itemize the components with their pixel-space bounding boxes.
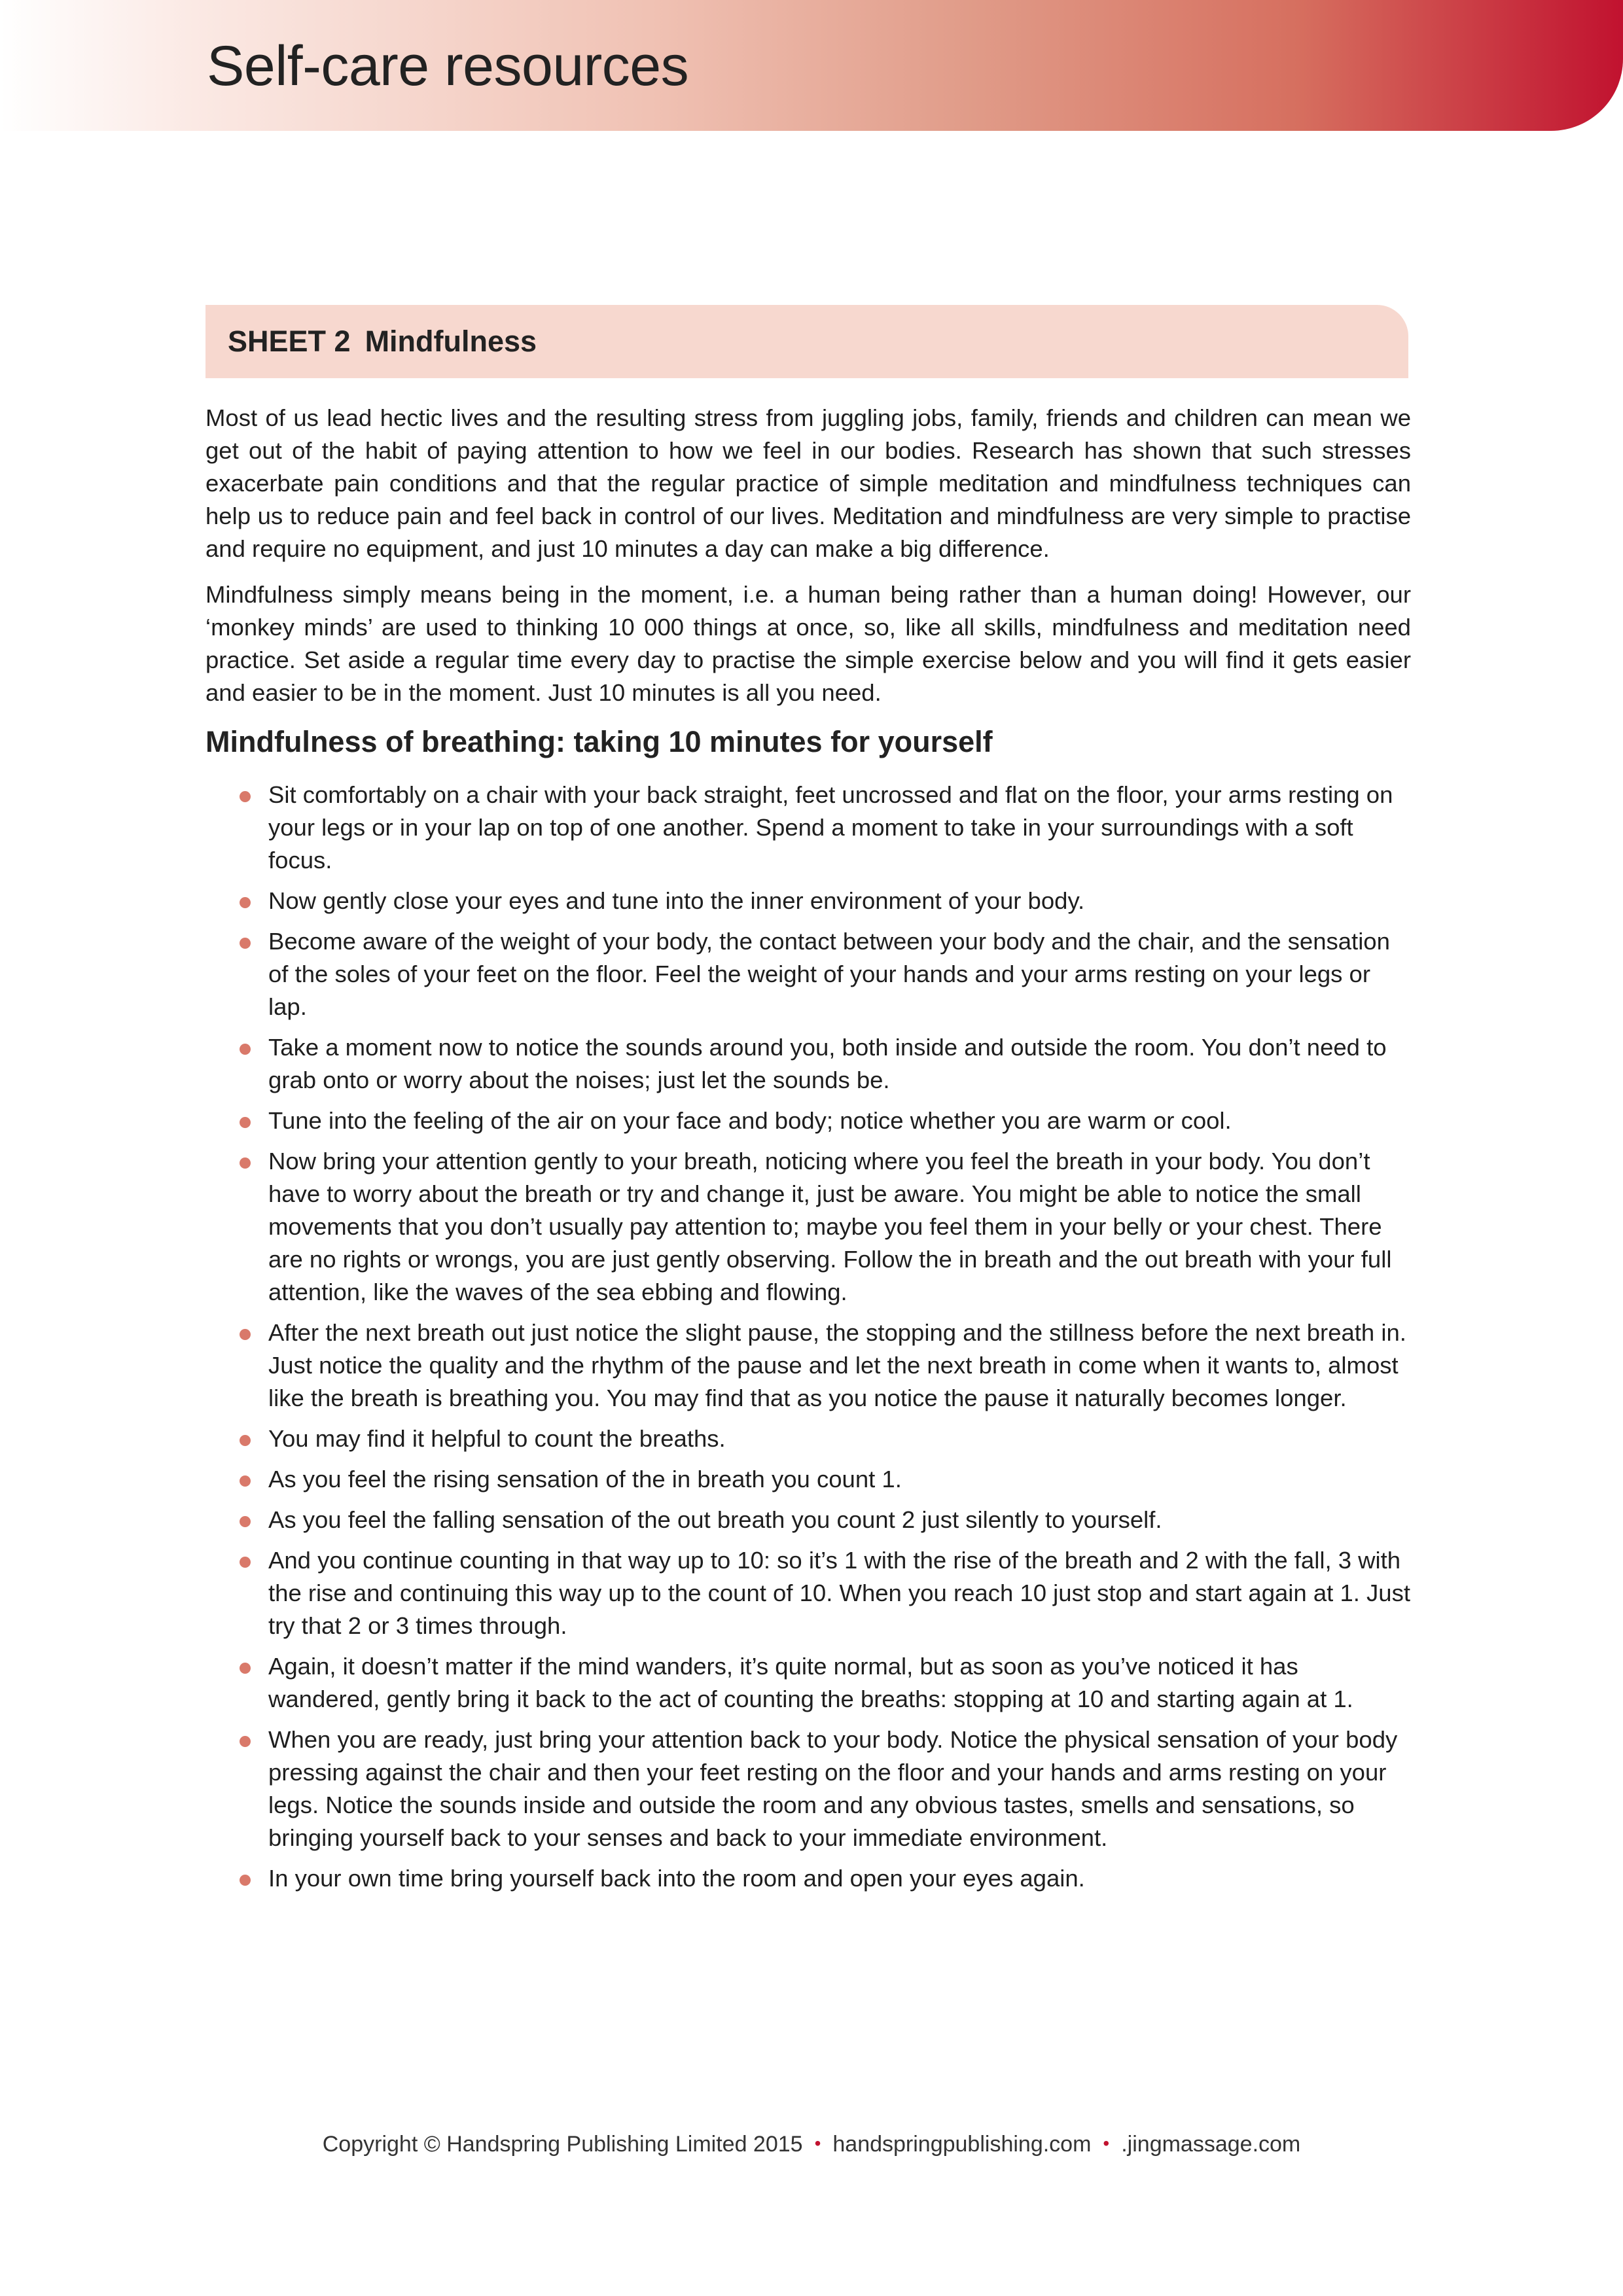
list-item	[205, 779, 1411, 877]
bullet-dot-icon	[240, 1736, 251, 1747]
list-item	[205, 1316, 1411, 1415]
list-item	[205, 1723, 1411, 1854]
list-item	[205, 1504, 1411, 1536]
page-title: Self-care resources	[207, 35, 689, 97]
list-item-text: Again, it doesn’t matter if the mind wanders, it’s quite normal, but as soon as you’ve noticed it has wandered, gently bring it back to the act of counting the breaths: stopping at 10 and starting again at 1.	[268, 1653, 1353, 1712]
sheet-number: SHEET 2	[228, 325, 351, 358]
separator-dot-icon: •	[1103, 2133, 1110, 2153]
list-item	[205, 885, 1411, 917]
content	[205, 402, 1411, 1903]
list-item	[205, 1145, 1411, 1309]
list-item	[205, 1422, 1411, 1455]
bullet-dot-icon	[240, 1516, 251, 1527]
list-item	[205, 1031, 1411, 1097]
footer-link-jingmassage[interactable]: .jingmassage.com	[1121, 2132, 1301, 2157]
bullet-dot-icon	[240, 1557, 251, 1568]
list-item	[205, 1463, 1411, 1496]
intro-paragraph: Mindfulness simply means being in the moment, i.e. a human being rather than a human doing! However, our ‘monkey minds’ are used to thinking 10 000 things at once, so, like all skills, mindfulness and meditation need practice. Set aside a regular time every day to practise the simple exercise below and you will find it gets easier and easier to be in the moment. Just 10 minutes is all you need.	[205, 581, 1411, 706]
list-item-text: Take a moment now to notice the sounds around you, both inside and outside the room. You don’t need to grab onto or worry about the noises; just let the sounds be.	[268, 1034, 1387, 1093]
bullet-dot-icon	[240, 1435, 251, 1446]
sheet-title	[228, 325, 537, 359]
bullet-dot-icon	[240, 1157, 251, 1169]
list-item-text: As you feel the rising sensation of the in breath you count 1.	[268, 1466, 902, 1492]
list-item	[205, 1104, 1411, 1137]
bullet-dot-icon	[240, 1663, 251, 1674]
list-item-text: You may find it helpful to count the breaths.	[268, 1425, 726, 1452]
bullet-dot-icon	[240, 1329, 251, 1340]
list-item-text: And you continue counting in that way up to 10: so it’s 1 with the rise of the breath and 2 with the fall, 3 with the rise and continuing this way up to the count of 10. When you reach 10 just stop and start again at 1. Just try that 2 or 3 times through.	[268, 1547, 1410, 1639]
list-item-text: Now bring your attention gently to your breath, noticing where you feel the breath in your body. You don’t have to worry about the breath or try and change it, just be aware. You might be able to notice the small movements that you don’t usually pay attention to; maybe you feel them in your belly or your chest. There are no rights or wrongs, you are just gently observing. Follow the in breath and the out breath with your full attention, like the waves of the sea ebbing and flowing.	[268, 1148, 1392, 1305]
intro-paragraph: Most of us lead hectic lives and the resulting stress from juggling jobs, family, friends and children can mean we get out of the habit of paying attention to how we feel in our bodies. Research has shown that such stresses exacerbate pain conditions and that the regular practice of simple meditation and mindfulness techniques can help us to reduce pain and feel back in control of our lives. Meditation and mindfulness are very simple to practise and require no equipment, and just 10 minutes a day can make a big difference.	[205, 404, 1411, 562]
list-item-text: When you are ready, just bring your attention back to your body. Notice the physical sensation of your body pressing against the chair and then your feet resting on the floor and your hands and arms resting on your legs. Notice the sounds inside and outside the room and any obvious tastes, smells and sensations, so bringing yourself back to your senses and back to your immediate environment.	[268, 1726, 1398, 1851]
list-item-text: Tune into the feeling of the air on your face and body; notice whether you are warm or cool.	[268, 1107, 1232, 1134]
sheet-name: Mindfulness	[365, 325, 537, 358]
list-item	[205, 1650, 1411, 1716]
copyright-text: Copyright © Handspring Publishing Limited 2015	[322, 2132, 803, 2157]
list-item-text: Become aware of the weight of your body, the contact between your body and the chair, and the sensation of the soles of your feet on the floor. Feel the weight of your hands and your arms resting on your legs or lap.	[268, 928, 1390, 1020]
bullet-dot-icon	[240, 1117, 251, 1128]
sheet-banner	[205, 305, 1408, 378]
list-item	[205, 1544, 1411, 1642]
bullet-dot-icon	[240, 1044, 251, 1055]
list-item-text: Sit comfortably on a chair with your back straight, feet uncrossed and flat on the floor, your arms resting on your legs or in your lap on top of one another. Spend a moment to take in your surroundings with a soft focus.	[268, 781, 1393, 874]
bullet-dot-icon	[240, 938, 251, 949]
list-item-text: In your own time bring yourself back into the room and open your eyes again.	[268, 1865, 1085, 1892]
list-item-text: After the next breath out just notice the slight pause, the stopping and the stillness before the next breath in. Just notice the quality and the rhythm of the pause and let the next breath in come when it wants to, almost like the breath is breathing you. You may find that as you notice the pause it naturally becomes longer.	[268, 1319, 1406, 1411]
list-item	[205, 1862, 1411, 1895]
footer	[0, 2132, 1623, 2157]
bullet-dot-icon	[240, 897, 251, 908]
instruction-list	[205, 779, 1411, 1895]
list-item-text: Now gently close your eyes and tune into the inner environment of your body.	[268, 887, 1085, 914]
section-heading: Mindfulness of breathing: taking 10 minutes for yourself	[205, 725, 993, 758]
bullet-dot-icon	[240, 1875, 251, 1886]
separator-dot-icon: •	[814, 2133, 821, 2153]
bullet-dot-icon	[240, 1475, 251, 1487]
list-item-text: As you feel the falling sensation of the out breath you count 2 just silently to yourself.	[268, 1506, 1162, 1533]
bullet-dot-icon	[240, 791, 251, 802]
list-item	[205, 925, 1411, 1023]
footer-link-handspring[interactable]: handspringpublishing.com	[832, 2132, 1092, 2157]
